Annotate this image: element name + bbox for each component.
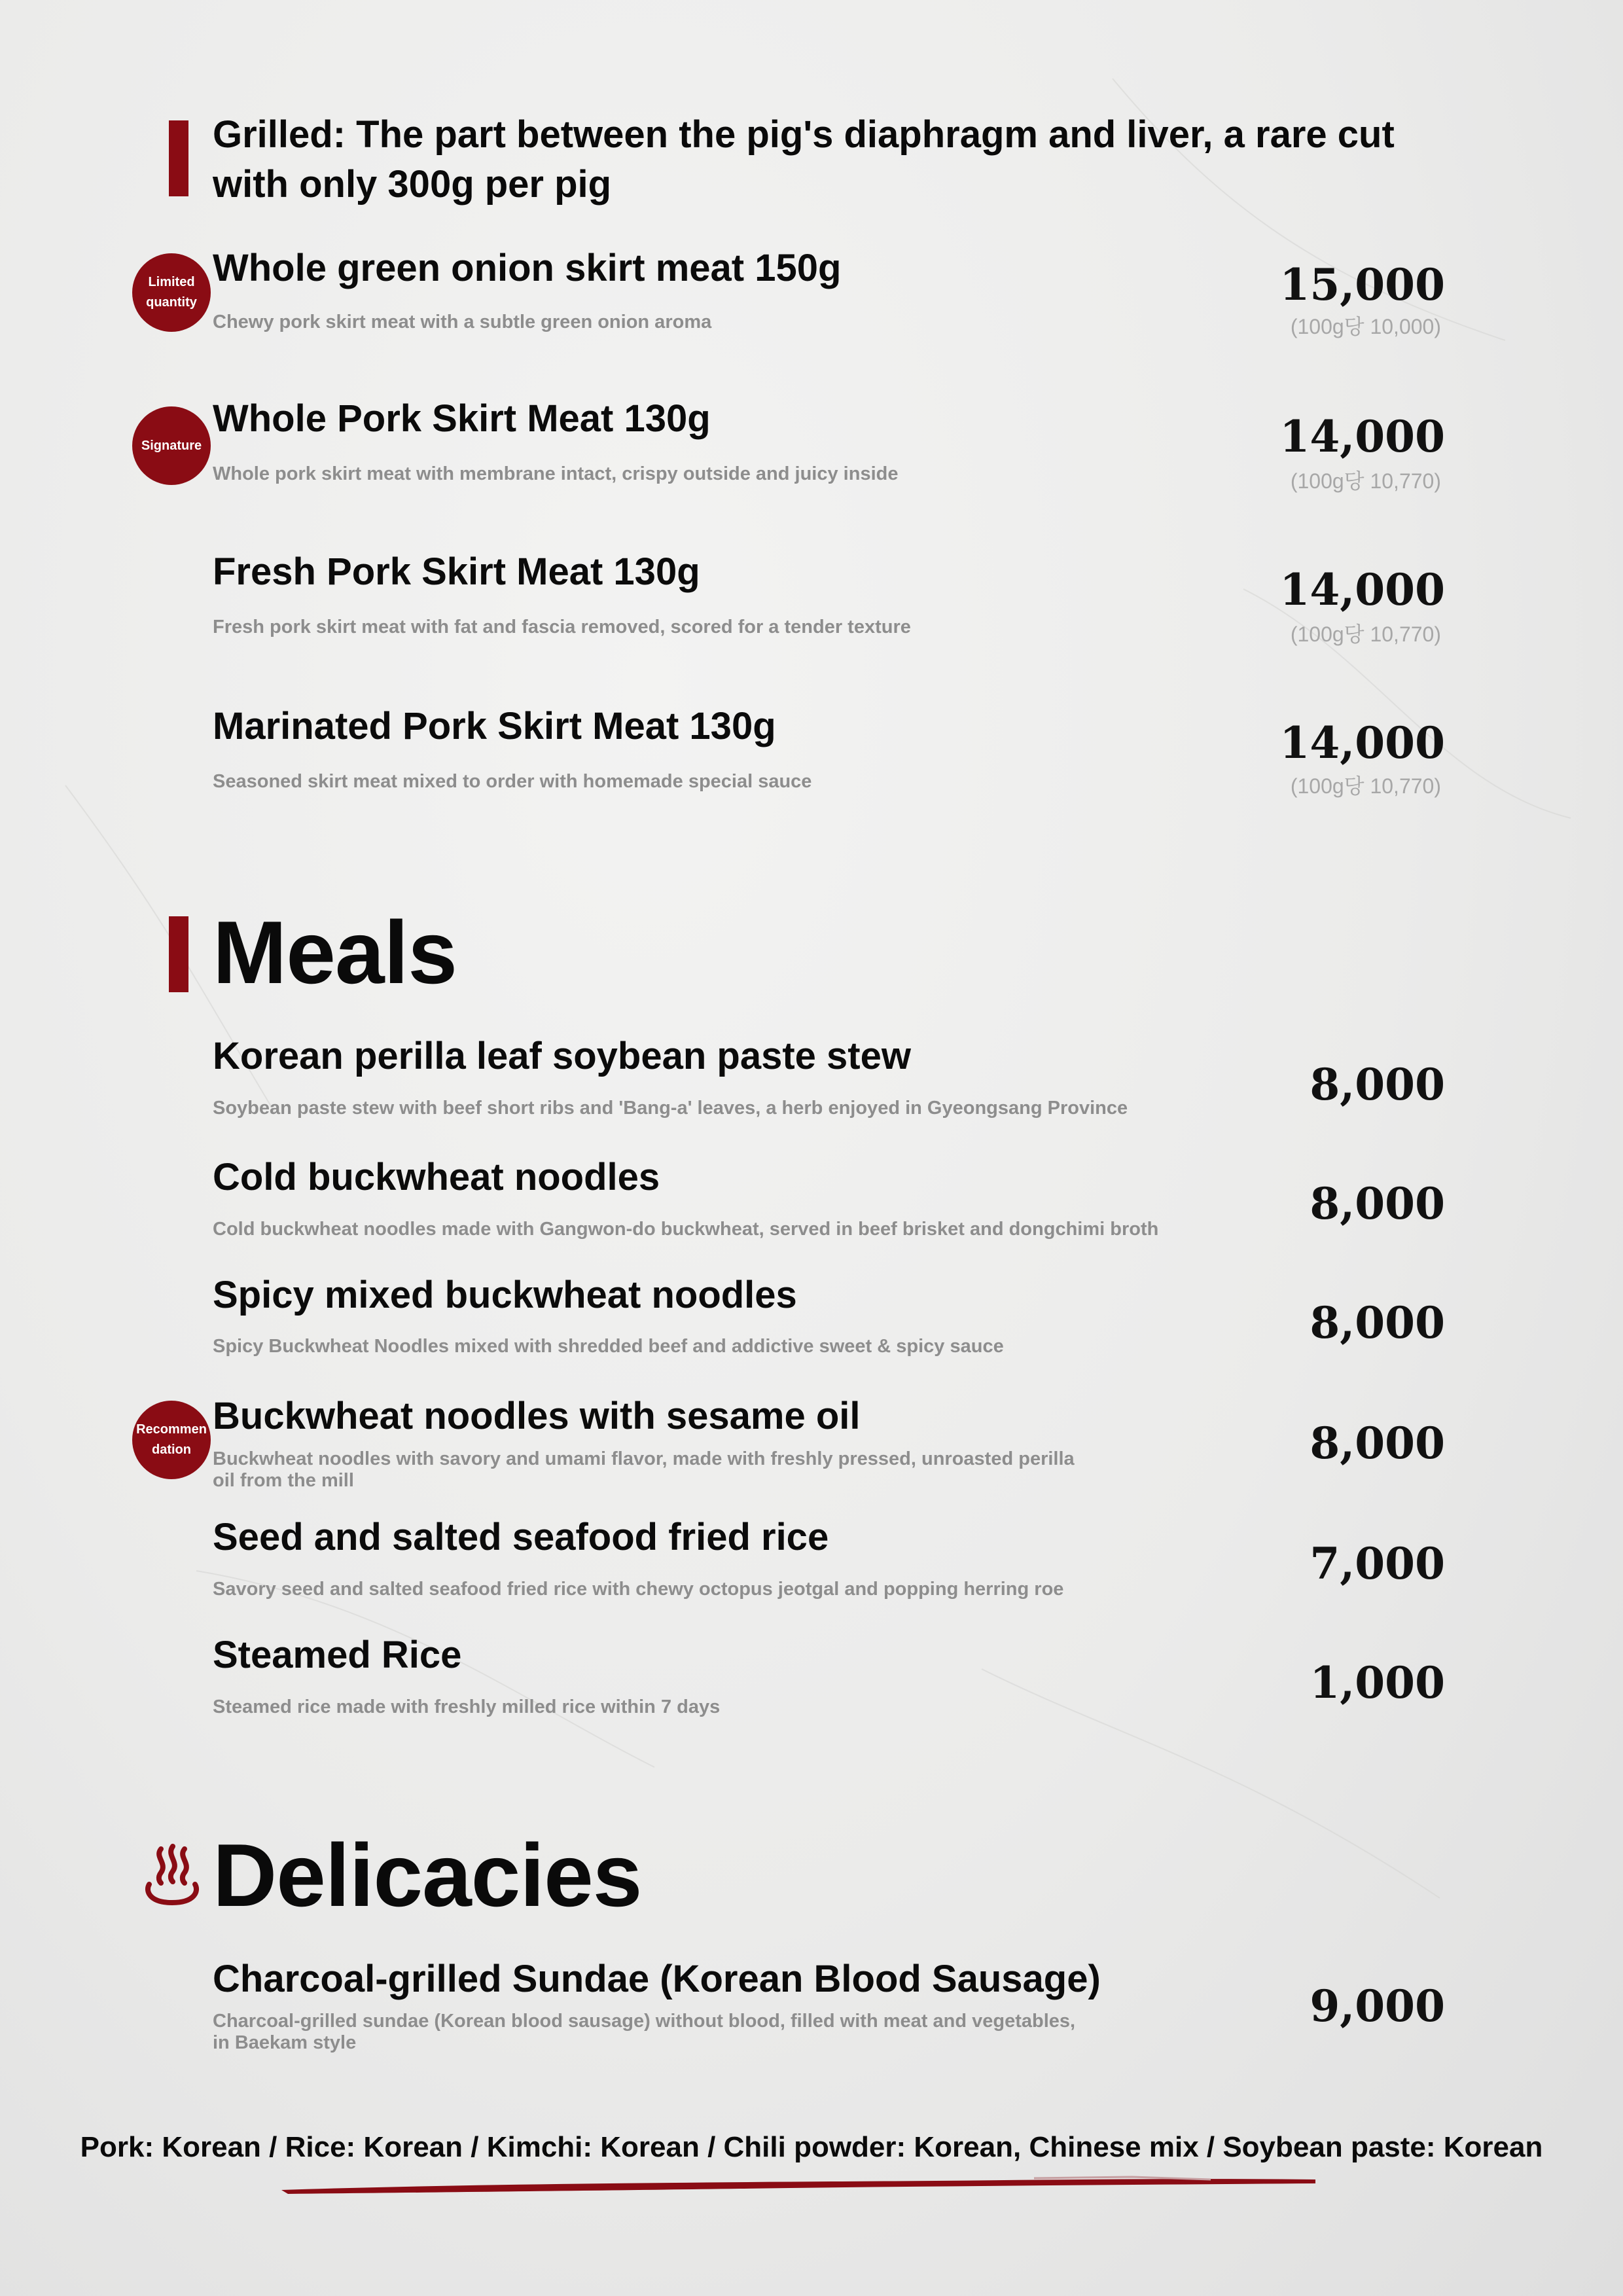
menu-item-price: 1,000 — [1310, 1657, 1445, 1708]
menu-item-price: 15,000 — [1279, 259, 1445, 310]
menu-item-name: Steamed Rice — [213, 1634, 462, 1676]
menu-item-description: Cold buckwheat noodles made with Gangwon-do buckwheat, served in beef brisket and dongchimi broth — [213, 1219, 1159, 1240]
menu-item-name: Marinated Pork Skirt Meat 130g — [213, 705, 776, 747]
unit-price: (100g당 10,770) — [1290, 774, 1441, 798]
origin-note: Pork: Korean / Rice: Korean / Kimchi: Korean / Chili powder: Korean, Chinese mix / Soybean paste: Korean — [80, 2131, 1543, 2163]
menu-item-name: Spicy mixed buckwheat noodles — [213, 1274, 797, 1316]
menu-item-description: Savory seed and salted seafood fried rice with chewy octopus jeotgal and popping herring roe — [213, 1579, 1064, 1600]
unit-price: (100g당 10,770) — [1290, 622, 1441, 646]
menu-item-name: Korean perilla leaf soybean paste stew — [213, 1035, 911, 1077]
menu-item-price: 9,000 — [1310, 1981, 1445, 2032]
menu-item-description: Charcoal-grilled sundae (Korean blood sausage) without blood, filled with meat and vegetables, in Baekam style — [213, 2011, 1076, 2053]
menu-item-description: Soybean paste stew with beef short ribs and 'Bang-a' leaves, a herb enjoyed in Gyeongsang Province — [213, 1098, 1128, 1119]
menu-item-price: 14,000 — [1279, 411, 1445, 462]
menu-item-description: Chewy pork skirt meat with a subtle green onion aroma — [213, 312, 712, 332]
menu-item-description: Fresh pork skirt meat with fat and fascia removed, scored for a tender texture — [213, 617, 911, 637]
menu-item-description: Seasoned skirt meat mixed to order with homemade special sauce — [213, 771, 812, 792]
recommendation-badge: Recommen dation — [132, 1401, 211, 1479]
brush-stroke-divider — [281, 2172, 1315, 2198]
menu-item-description: Buckwheat noodles with savory and umami flavor, made with freshly pressed, unroasted perilla oil from the mill — [213, 1448, 1075, 1491]
menu-item-description: Spicy Buckwheat Noodles mixed with shredded beef and addictive sweet & spicy sauce — [213, 1336, 1004, 1357]
menu-item-price: 8,000 — [1310, 1178, 1445, 1229]
menu-item-name: Cold buckwheat noodles — [213, 1156, 660, 1198]
menu-item-price: 7,000 — [1310, 1538, 1445, 1589]
delicacies-section-title: Delicacies — [213, 1825, 642, 1925]
limited-quantity-badge: Limited quantity — [132, 253, 211, 332]
menu-item-name: Seed and salted seafood fried rice — [213, 1516, 829, 1558]
grilled-intro-heading: Grilled: The part between the pig's diaphragm and liver, a rare cut with only 300g per pig — [213, 113, 1395, 206]
menu-item-price: 8,000 — [1310, 1418, 1445, 1469]
menu-item-description: Whole pork skirt meat with membrane intact, crispy outside and juicy inside — [213, 463, 899, 484]
hot-springs-icon — [143, 1842, 202, 1908]
meals-section-title: Meals — [213, 903, 457, 1002]
grilled-accent-bar — [169, 120, 188, 196]
menu-item-name: Charcoal-grilled Sundae (Korean Blood Sausage) — [213, 1958, 1101, 2000]
menu-item-name: Fresh Pork Skirt Meat 130g — [213, 550, 700, 593]
menu-item-name: Whole green onion skirt meat 150g — [213, 247, 842, 289]
menu-item-price: 8,000 — [1310, 1059, 1445, 1110]
unit-price: (100g당 10,000) — [1290, 315, 1441, 338]
meals-accent-bar — [169, 916, 188, 992]
menu-item-name: Whole Pork Skirt Meat 130g — [213, 397, 711, 440]
menu-item-price: 8,000 — [1310, 1297, 1445, 1348]
menu-item-price: 14,000 — [1279, 717, 1445, 768]
menu-item-name: Buckwheat noodles with sesame oil — [213, 1395, 861, 1437]
unit-price: (100g당 10,770) — [1290, 469, 1441, 493]
menu-item-description: Steamed rice made with freshly milled rice within 7 days — [213, 1696, 721, 1717]
signature-badge: Signature — [132, 406, 211, 485]
menu-item-price: 14,000 — [1279, 564, 1445, 615]
